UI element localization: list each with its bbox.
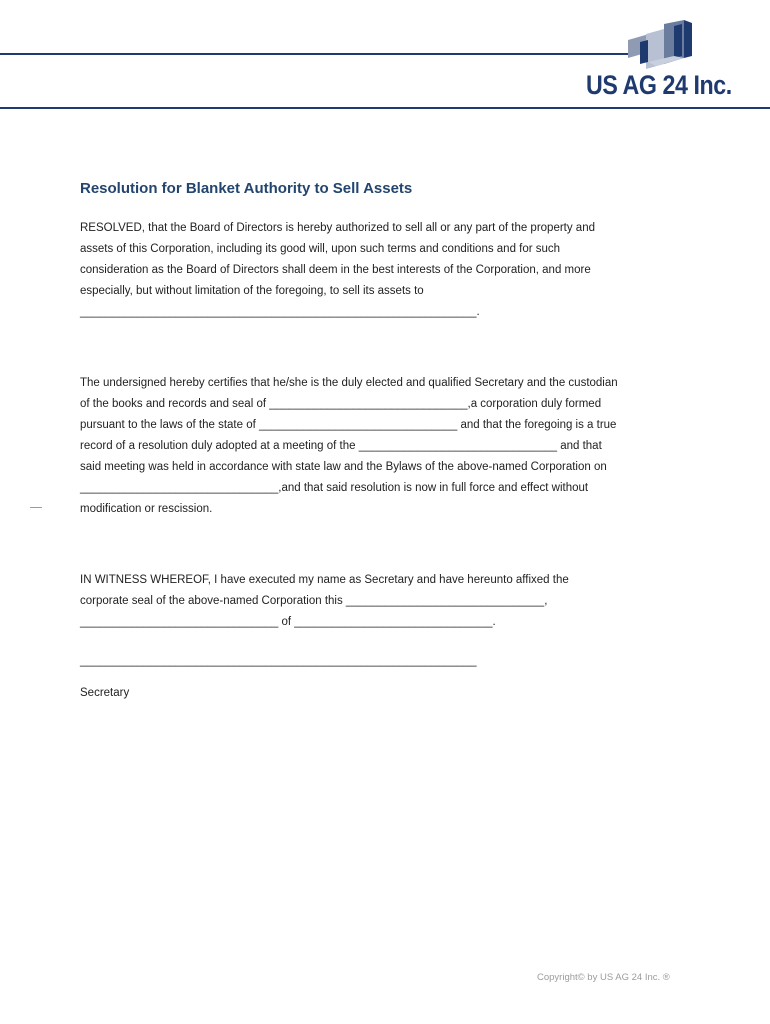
document-title: Resolution for Blanket Authority to Sell Assets: [80, 180, 413, 197]
paragraph-line: of the books and records and seal of _______________________________,a corporation duly formed: [80, 398, 602, 410]
signature-label: Secretary: [80, 687, 130, 699]
header-rule-bottom: [0, 107, 770, 109]
paragraph-line: assets of this Corporation, including its good will, upon such terms and conditions and for such: [80, 243, 561, 255]
paragraph-line: corporate seal of the above-named Corporation this _______________________________,: [80, 595, 548, 607]
witness-paragraph: [80, 570, 569, 633]
paragraph-line: consideration as the Board of Directors shall deem in the best interests of the Corporation, and more: [80, 264, 591, 276]
paragraph-line: RESOLVED, that the Board of Directors is hereby authorized to sell all or any part of the property and: [80, 222, 595, 234]
paragraph-line: The undersigned hereby certifies that he/she is the duly elected and qualified Secretary and the custodian: [80, 377, 618, 389]
paragraph-line: record of a resolution duly adopted at a meeting of the _______________________________ and that: [80, 440, 602, 452]
paragraph-line: especially, but without limitation of the foregoing, to sell its assets to: [80, 285, 424, 297]
margin-mark: [30, 507, 42, 508]
header-rule-top: [0, 53, 628, 55]
company-name: US AG 24 Inc.: [586, 70, 732, 100]
copyright-notice: Copyright© by US AG 24 Inc. ®: [537, 972, 670, 983]
paragraph-line: said meeting was held in accordance with state law and the Bylaws of the above-named Corporation on: [80, 461, 607, 473]
certification-paragraph: [80, 373, 618, 520]
paragraph-line: _______________________________ of _______________________________.: [80, 616, 496, 628]
signature-line: [80, 651, 477, 672]
buyer-blank-line: ______________________________________________________________.: [80, 306, 480, 318]
signature-blank: ______________________________________________________________: [80, 655, 477, 667]
building-blocks-icon: [626, 20, 696, 72]
resolved-paragraph: [80, 218, 595, 323]
paragraph-line: pursuant to the laws of the state of _______________________________ and that the foregoing is a true: [80, 419, 617, 431]
paragraph-line: _______________________________,and that said resolution is now in full force and effect without: [80, 482, 589, 494]
paragraph-line: IN WITNESS WHEREOF, I have executed my name as Secretary and have hereunto affixed the: [80, 574, 569, 586]
paragraph-line: modification or rescission.: [80, 503, 213, 515]
